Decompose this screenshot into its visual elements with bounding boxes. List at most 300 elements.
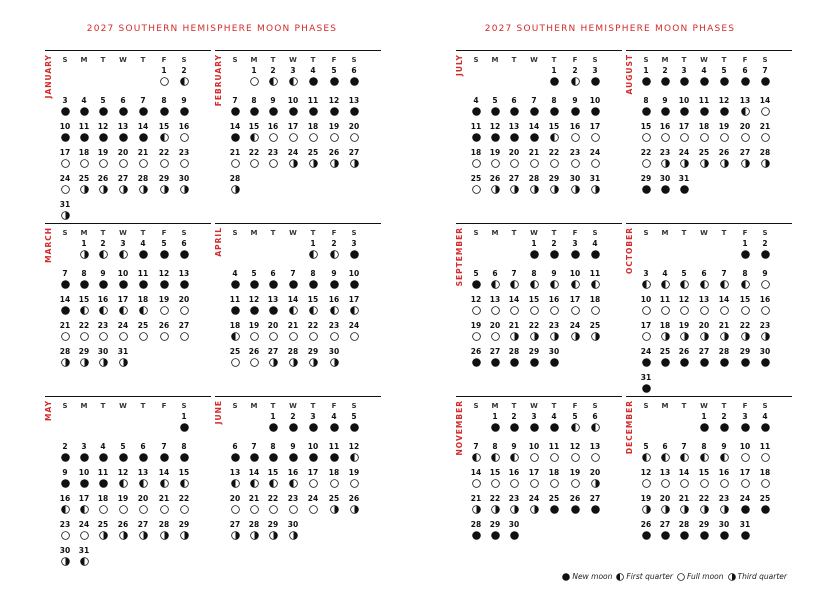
day-number: 28 xyxy=(528,174,540,183)
full-moon-icon xyxy=(180,505,189,514)
day-number: 21 xyxy=(759,122,771,131)
day-cell xyxy=(345,122,363,142)
day-cell xyxy=(736,66,754,86)
day-cell xyxy=(94,269,112,289)
day-cell xyxy=(75,546,93,566)
weekday-header: T xyxy=(721,229,727,237)
third-quarter-icon xyxy=(591,332,600,341)
day-number: 3 xyxy=(62,96,68,105)
day-cell xyxy=(695,295,713,315)
day-cell xyxy=(134,96,152,116)
third-quarter-icon xyxy=(700,159,709,168)
new-moon-icon xyxy=(720,531,729,540)
full-moon-icon xyxy=(571,159,580,168)
full-moon-icon xyxy=(571,306,580,315)
day-cell xyxy=(345,269,363,289)
first-quarter-icon xyxy=(720,453,729,462)
full-moon-icon xyxy=(491,159,500,168)
day-number: 12 xyxy=(328,96,340,105)
weekday-header: T xyxy=(140,56,146,64)
day-cell xyxy=(155,239,173,259)
day-cell xyxy=(695,494,713,514)
day-cell xyxy=(94,321,112,341)
third-quarter-icon xyxy=(80,250,89,259)
day-cell xyxy=(155,321,173,341)
full-moon-icon xyxy=(761,133,770,142)
weekday-header: T xyxy=(511,402,517,410)
full-moon-icon xyxy=(160,159,169,168)
day-cell xyxy=(284,494,302,514)
full-moon-icon xyxy=(761,280,770,289)
day-number: 15 xyxy=(178,468,190,477)
day-number: 29 xyxy=(489,520,501,529)
third-quarter-icon xyxy=(289,159,298,168)
day-number: 23 xyxy=(569,148,581,157)
day-number: 5 xyxy=(681,269,687,278)
day-number: 13 xyxy=(267,295,279,304)
day-number: 25 xyxy=(137,321,149,330)
day-cell xyxy=(245,295,263,315)
day-number: 22 xyxy=(548,148,560,157)
day-cell xyxy=(264,122,282,142)
day-cell xyxy=(264,295,282,315)
day-cell xyxy=(325,321,343,341)
day-cell xyxy=(715,66,733,86)
day-cell xyxy=(756,412,774,432)
day-number: 13 xyxy=(229,468,241,477)
day-cell xyxy=(637,373,655,393)
page-title-left: 2027 SOUTHERN HEMISPHERE MOON PHASES xyxy=(86,24,338,34)
day-number: 26 xyxy=(718,148,730,157)
third-quarter-icon xyxy=(269,531,278,540)
day-cell xyxy=(175,239,193,259)
day-cell xyxy=(586,66,604,86)
day-number: 20 xyxy=(117,148,129,157)
full-moon-icon xyxy=(80,531,89,540)
day-number: 8 xyxy=(161,96,167,105)
day-cell xyxy=(505,174,523,194)
month-name: JANUARY xyxy=(44,54,53,99)
third-quarter-icon xyxy=(160,531,169,540)
third-quarter-icon xyxy=(119,358,128,367)
day-cell xyxy=(114,468,132,488)
day-number: 15 xyxy=(307,295,319,304)
day-number: 30 xyxy=(59,546,71,555)
day-number: 27 xyxy=(698,347,710,356)
day-number: 6 xyxy=(592,412,598,421)
day-cell xyxy=(675,468,693,488)
day-cell xyxy=(155,174,173,194)
day-cell xyxy=(715,269,733,289)
day-cell xyxy=(505,412,523,432)
new-moon-icon xyxy=(99,479,108,488)
full-moon-icon xyxy=(491,479,500,488)
day-number: 17 xyxy=(678,122,690,131)
full-moon-icon xyxy=(761,306,770,315)
day-number: 19 xyxy=(678,321,690,330)
day-number: 18 xyxy=(97,494,109,503)
day-cell xyxy=(284,122,302,142)
day-number: 20 xyxy=(229,494,241,503)
day-number: 20 xyxy=(178,295,190,304)
day-number: 8 xyxy=(181,442,187,451)
third-quarter-icon xyxy=(231,531,240,540)
day-cell xyxy=(656,122,674,142)
day-number: 25 xyxy=(659,347,671,356)
new-moon-icon xyxy=(510,133,519,142)
day-cell xyxy=(525,122,543,142)
day-cell xyxy=(264,148,282,168)
day-number: 22 xyxy=(307,321,319,330)
weekday-header: S xyxy=(643,56,649,64)
weekday-header: T xyxy=(551,56,557,64)
legend-third-label: Third quarter xyxy=(737,572,787,581)
day-number: 28 xyxy=(229,174,241,183)
new-moon-icon xyxy=(761,77,770,86)
day-cell xyxy=(545,96,563,116)
first-quarter-icon xyxy=(309,306,318,315)
third-quarter-icon xyxy=(330,505,339,514)
new-moon-icon xyxy=(700,358,709,367)
new-moon-icon xyxy=(642,107,651,116)
day-number: 18 xyxy=(589,295,601,304)
day-cell xyxy=(656,468,674,488)
new-moon-icon xyxy=(472,280,481,289)
new-moon-icon xyxy=(591,77,600,86)
day-cell xyxy=(264,412,282,432)
full-moon-icon xyxy=(99,332,108,341)
day-cell xyxy=(736,442,754,462)
day-cell xyxy=(345,468,363,488)
day-cell xyxy=(304,321,322,341)
day-cell xyxy=(637,442,655,462)
day-number: 2 xyxy=(572,66,578,75)
new-moon-icon xyxy=(661,185,670,194)
day-cell xyxy=(175,148,193,168)
day-cell xyxy=(637,494,655,514)
day-cell xyxy=(545,239,563,259)
day-number: 3 xyxy=(592,66,598,75)
day-number: 10 xyxy=(78,468,90,477)
month-july xyxy=(456,50,622,215)
day-number: 29 xyxy=(78,347,90,356)
full-moon-icon xyxy=(61,332,70,341)
new-moon-icon xyxy=(269,453,278,462)
day-number: 3 xyxy=(572,239,578,248)
first-quarter-icon xyxy=(180,479,189,488)
day-cell xyxy=(114,520,132,540)
day-cell xyxy=(486,347,504,367)
new-moon-icon xyxy=(139,133,148,142)
new-moon-icon xyxy=(472,133,481,142)
month-rule xyxy=(215,223,381,224)
new-moon-icon xyxy=(530,107,539,116)
full-moon-icon xyxy=(250,505,259,514)
full-moon-icon xyxy=(139,159,148,168)
day-number: 10 xyxy=(569,269,581,278)
day-number: 21 xyxy=(59,321,71,330)
day-number: 6 xyxy=(270,269,276,278)
full-moon-icon xyxy=(677,573,685,581)
day-cell xyxy=(756,494,774,514)
day-cell xyxy=(525,148,543,168)
day-number: 17 xyxy=(589,122,601,131)
day-cell xyxy=(175,468,193,488)
weekday-header: F xyxy=(161,56,167,64)
weekday-header: S xyxy=(473,229,479,237)
weekday-header: W xyxy=(700,56,708,64)
day-cell xyxy=(695,122,713,142)
first-quarter-icon xyxy=(530,280,539,289)
first-quarter-icon xyxy=(571,77,580,86)
new-moon-icon xyxy=(491,107,500,116)
day-cell xyxy=(226,494,244,514)
weekday-header: M xyxy=(250,229,258,237)
day-number: 23 xyxy=(548,321,560,330)
day-number: 9 xyxy=(270,96,276,105)
third-quarter-icon xyxy=(330,358,339,367)
day-number: 13 xyxy=(348,96,360,105)
day-cell xyxy=(264,96,282,116)
day-cell xyxy=(467,269,485,289)
day-cell xyxy=(94,494,112,514)
new-moon-icon xyxy=(700,423,709,432)
day-cell xyxy=(586,239,604,259)
day-number: 22 xyxy=(158,148,170,157)
day-cell xyxy=(264,269,282,289)
first-quarter-icon xyxy=(700,453,709,462)
new-moon-icon xyxy=(250,306,259,315)
new-moon-icon xyxy=(510,107,519,116)
month-rule xyxy=(456,396,622,397)
full-moon-icon xyxy=(309,479,318,488)
weekday-header: T xyxy=(100,402,106,410)
day-cell xyxy=(245,66,263,86)
day-cell xyxy=(155,295,173,315)
day-number: 10 xyxy=(528,442,540,451)
weekday-header: F xyxy=(161,229,167,237)
weekday-header: M xyxy=(80,402,88,410)
month-december xyxy=(626,396,792,561)
day-cell xyxy=(226,321,244,341)
day-cell xyxy=(566,494,584,514)
day-number: 18 xyxy=(229,321,241,330)
day-number: 10 xyxy=(678,96,690,105)
new-moon-icon xyxy=(119,107,128,116)
full-moon-icon xyxy=(330,133,339,142)
day-number: 16 xyxy=(178,122,190,131)
first-quarter-icon xyxy=(139,306,148,315)
new-moon-icon xyxy=(80,133,89,142)
day-number: 24 xyxy=(678,148,690,157)
day-number: 7 xyxy=(681,442,687,451)
day-number: 5 xyxy=(351,412,357,421)
day-number: 26 xyxy=(470,347,482,356)
day-number: 2 xyxy=(62,442,68,451)
weekday-header: W xyxy=(119,229,127,237)
third-quarter-icon xyxy=(139,185,148,194)
first-quarter-icon xyxy=(119,479,128,488)
day-cell xyxy=(486,269,504,289)
weekday-header: T xyxy=(511,229,517,237)
third-quarter-icon xyxy=(289,358,298,367)
day-cell xyxy=(566,239,584,259)
new-moon-icon xyxy=(350,77,359,86)
first-quarter-icon xyxy=(269,77,278,86)
new-moon-icon xyxy=(510,531,519,540)
day-cell xyxy=(114,347,132,367)
day-number: 15 xyxy=(528,295,540,304)
day-number: 21 xyxy=(528,148,540,157)
month-name: DECEMBER xyxy=(625,400,634,455)
weekday-header: F xyxy=(742,56,748,64)
day-number: 30 xyxy=(659,174,671,183)
new-moon-icon xyxy=(491,423,500,432)
day-cell xyxy=(75,239,93,259)
day-cell xyxy=(155,494,173,514)
day-cell xyxy=(756,122,774,142)
day-number: 8 xyxy=(742,269,748,278)
new-moon-icon xyxy=(289,107,298,116)
day-number: 17 xyxy=(117,295,129,304)
new-moon-icon xyxy=(119,133,128,142)
full-moon-icon xyxy=(309,332,318,341)
new-moon-icon xyxy=(510,358,519,367)
day-number: 1 xyxy=(310,239,316,248)
day-number: 6 xyxy=(492,269,498,278)
new-moon-icon xyxy=(661,77,670,86)
first-quarter-icon xyxy=(680,453,689,462)
day-cell xyxy=(715,347,733,367)
day-cell xyxy=(637,520,655,540)
day-cell xyxy=(226,442,244,462)
legend-first-label: First quarter xyxy=(626,572,673,581)
full-moon-icon xyxy=(250,77,259,86)
day-number: 3 xyxy=(681,66,687,75)
day-cell xyxy=(114,174,132,194)
day-number: 11 xyxy=(78,122,90,131)
month-name: SEPTEMBER xyxy=(455,227,464,287)
day-number: 7 xyxy=(161,442,167,451)
weekday-header: F xyxy=(572,229,578,237)
day-number: 28 xyxy=(718,347,730,356)
day-number: 9 xyxy=(762,269,768,278)
day-cell xyxy=(175,174,193,194)
day-number: 21 xyxy=(229,148,241,157)
new-moon-icon xyxy=(700,531,709,540)
new-moon-icon xyxy=(350,280,359,289)
day-number: 21 xyxy=(158,494,170,503)
day-number: 29 xyxy=(178,520,190,529)
day-cell xyxy=(586,321,604,341)
day-number: 2 xyxy=(100,239,106,248)
first-quarter-icon xyxy=(571,423,580,432)
third-quarter-icon xyxy=(350,159,359,168)
new-moon-icon xyxy=(700,107,709,116)
day-cell xyxy=(134,122,152,142)
day-number: 31 xyxy=(589,174,601,183)
day-number: 30 xyxy=(759,347,771,356)
first-quarter-icon xyxy=(661,453,670,462)
day-cell xyxy=(525,347,543,367)
new-moon-icon xyxy=(550,107,559,116)
weekday-header: S xyxy=(592,229,598,237)
full-moon-icon xyxy=(180,306,189,315)
new-moon-icon xyxy=(250,453,259,462)
new-moon-icon xyxy=(741,531,750,540)
day-cell xyxy=(245,442,263,462)
new-moon-icon xyxy=(550,423,559,432)
third-quarter-icon xyxy=(309,159,318,168)
day-cell xyxy=(756,66,774,86)
day-number: 3 xyxy=(351,239,357,248)
day-cell xyxy=(325,96,343,116)
day-cell xyxy=(175,412,193,432)
month-january xyxy=(45,50,211,215)
day-number: 5 xyxy=(161,239,167,248)
day-cell xyxy=(505,494,523,514)
weekday-header: W xyxy=(289,402,297,410)
day-number: 19 xyxy=(328,122,340,131)
weekday-header: S xyxy=(643,229,649,237)
month-rule xyxy=(215,50,381,51)
day-number: 14 xyxy=(158,468,170,477)
new-moon-icon xyxy=(99,453,108,462)
new-moon-icon xyxy=(491,358,500,367)
day-number: 24 xyxy=(348,321,360,330)
day-cell xyxy=(505,96,523,116)
day-cell xyxy=(736,412,754,432)
day-number: 4 xyxy=(662,269,668,278)
full-moon-icon xyxy=(491,306,500,315)
day-cell xyxy=(94,520,112,540)
weekday-header: S xyxy=(351,56,357,64)
full-moon-icon xyxy=(472,185,481,194)
day-cell xyxy=(637,122,655,142)
day-cell xyxy=(56,494,74,514)
weekday-header: M xyxy=(250,56,258,64)
day-number: 21 xyxy=(470,494,482,503)
day-cell xyxy=(467,96,485,116)
day-number: 4 xyxy=(310,66,316,75)
weekday-header: W xyxy=(289,56,297,64)
day-cell xyxy=(94,347,112,367)
day-number: 12 xyxy=(569,442,581,451)
day-cell xyxy=(114,239,132,259)
day-cell xyxy=(486,321,504,341)
new-moon-icon xyxy=(510,423,519,432)
day-number: 16 xyxy=(59,494,71,503)
full-moon-icon xyxy=(530,306,539,315)
day-cell xyxy=(756,96,774,116)
third-quarter-icon xyxy=(530,332,539,341)
third-quarter-icon xyxy=(139,531,148,540)
first-quarter-icon xyxy=(289,306,298,315)
weekday-header: S xyxy=(643,402,649,410)
third-quarter-icon xyxy=(661,332,670,341)
day-cell xyxy=(736,122,754,142)
month-name: MARCH xyxy=(44,227,53,263)
first-quarter-icon xyxy=(250,479,259,488)
new-moon-icon xyxy=(139,107,148,116)
first-quarter-icon xyxy=(289,479,298,488)
day-cell xyxy=(637,295,655,315)
day-number: 13 xyxy=(659,468,671,477)
first-quarter-icon xyxy=(510,280,519,289)
day-number: 3 xyxy=(742,412,748,421)
day-number: 11 xyxy=(470,122,482,131)
day-number: 1 xyxy=(551,66,557,75)
